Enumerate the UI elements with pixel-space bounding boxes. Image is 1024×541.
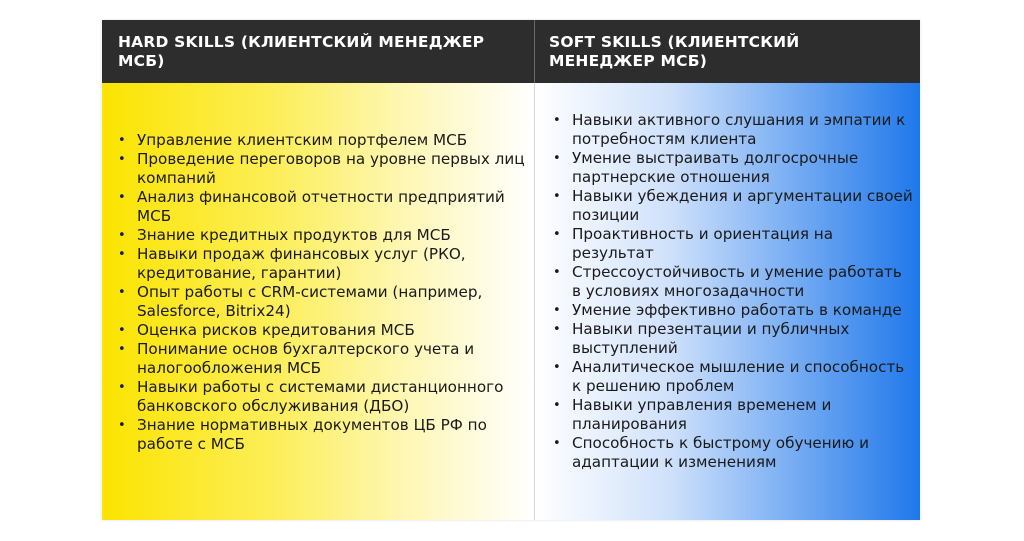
hard-skill-text: Анализ финансовой отчетности предприятий МСБ bbox=[137, 188, 505, 225]
hard-skill-text: Опыт работы с CRM-системами (например, Salesforce, Bitrix24) bbox=[137, 283, 483, 320]
bullet-icon: • bbox=[553, 436, 561, 451]
list-item bbox=[116, 378, 526, 416]
list-item bbox=[551, 396, 913, 434]
table-body-row bbox=[102, 83, 920, 520]
bullet-icon: • bbox=[118, 380, 126, 395]
bullet-icon: • bbox=[118, 152, 126, 167]
list-item bbox=[116, 340, 526, 378]
bullet-icon: • bbox=[553, 227, 561, 242]
list-item bbox=[551, 225, 913, 263]
list-item bbox=[551, 320, 913, 358]
hard-skill-text: Проведение переговоров на уровне первых лиц компаний bbox=[137, 150, 525, 187]
bullet-icon: • bbox=[553, 151, 561, 166]
bullet-icon: • bbox=[553, 189, 561, 204]
soft-skill-text: Проактивность и ориентация на результат bbox=[572, 225, 834, 262]
list-item bbox=[116, 188, 526, 226]
bullet-icon: • bbox=[118, 228, 126, 243]
soft-skill-text: Навыки презентации и публичных выступлений bbox=[572, 320, 850, 357]
hard-skill-text: Знание нормативных документов ЦБ РФ по работе с МСБ bbox=[137, 416, 487, 453]
list-item bbox=[116, 131, 526, 150]
bullet-icon: • bbox=[118, 418, 126, 433]
list-item bbox=[551, 111, 913, 149]
bullet-icon: • bbox=[553, 303, 561, 318]
hard-skill-text: Навыки работы с системами дистанционного банковского обслуживания (ДБО) bbox=[137, 378, 504, 415]
hard-skill-text: Управление клиентским портфелем МСБ bbox=[137, 131, 468, 149]
hard-skill-text: Знание кредитных продуктов для МСБ bbox=[137, 226, 451, 244]
bullet-icon: • bbox=[118, 285, 126, 300]
list-item bbox=[551, 301, 913, 320]
list-item bbox=[116, 150, 526, 188]
bullet-icon: • bbox=[118, 342, 126, 357]
bullet-icon: • bbox=[118, 133, 126, 148]
hard-skill-text: Понимание основ бухгалтерского учета и налогообложения МСБ bbox=[137, 340, 475, 377]
soft-skill-text: Умение выстраивать долгосрочные партнерские отношения bbox=[572, 149, 859, 186]
hard-skill-text: Оценка рисков кредитования МСБ bbox=[137, 321, 415, 339]
hard-skill-text: Навыки продаж финансовых услуг (РКО, кредитование, гарантии) bbox=[137, 245, 466, 282]
list-item bbox=[116, 226, 526, 245]
soft-skill-text: Способность к быстрому обучению и адаптации к изменениям bbox=[572, 434, 870, 471]
list-item bbox=[551, 263, 913, 301]
soft-skill-text: Аналитическое мышление и способность к решению проблем bbox=[572, 358, 905, 395]
bullet-icon: • bbox=[118, 190, 126, 205]
list-item bbox=[551, 187, 913, 225]
hard-skills-list bbox=[116, 131, 526, 454]
list-item bbox=[116, 321, 526, 340]
bullet-icon: • bbox=[553, 113, 561, 128]
bullet-icon: • bbox=[118, 247, 126, 262]
table-header-row bbox=[102, 20, 920, 83]
bullet-icon: • bbox=[553, 265, 561, 280]
hard-skills-header: HARD SKILLS (КЛИЕНТСКИЙ МЕНЕДЖЕР МСБ) bbox=[102, 20, 535, 83]
soft-skills-column bbox=[535, 83, 920, 520]
hard-skills-column bbox=[102, 83, 535, 520]
soft-skill-text: Стрессоустойчивость и умение работать в условиях многозадачности bbox=[572, 263, 902, 300]
list-item bbox=[116, 416, 526, 454]
list-item bbox=[551, 149, 913, 187]
soft-skills-header: SOFT SKILLS (КЛИЕНТСКИЙ МЕНЕДЖЕР МСБ) bbox=[549, 33, 800, 70]
list-item bbox=[116, 245, 526, 283]
soft-skill-text: Навыки активного слушания и эмпатии к потребностям клиента bbox=[572, 111, 906, 148]
bullet-icon: • bbox=[553, 360, 561, 375]
list-item bbox=[551, 434, 913, 472]
soft-skills-list bbox=[551, 111, 913, 472]
soft-skill-text: Навыки убеждения и аргументации своей позиции bbox=[572, 187, 913, 224]
list-item bbox=[551, 358, 913, 396]
soft-skill-text: Умение эффективно работать в команде bbox=[572, 301, 902, 319]
bullet-icon: • bbox=[118, 323, 126, 338]
bullet-icon: • bbox=[553, 398, 561, 413]
bullet-icon: • bbox=[553, 322, 561, 337]
skills-table bbox=[102, 20, 920, 520]
list-item bbox=[116, 283, 526, 321]
soft-skill-text: Навыки управления временем и планирования bbox=[572, 396, 832, 433]
